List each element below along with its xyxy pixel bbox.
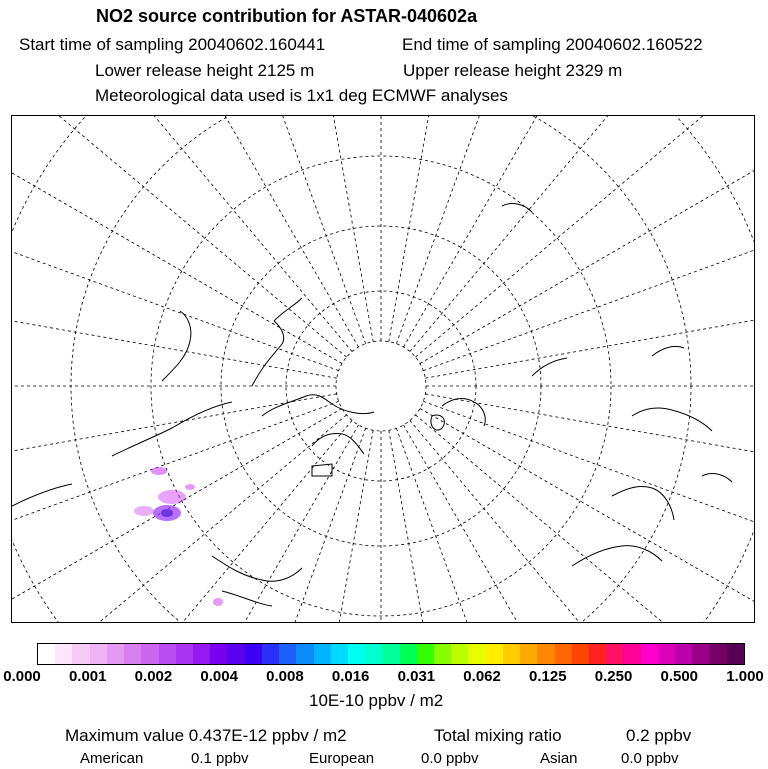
colorbar-tick-label: 0.500 xyxy=(660,668,699,685)
european-value: 0.0 ppbv xyxy=(421,750,479,767)
meridian-line xyxy=(12,147,339,371)
meridian-line xyxy=(389,116,503,342)
colorbar-tick-label: 1.000 xyxy=(726,668,764,685)
asian-label: Asian xyxy=(540,750,578,767)
asian-value: 0.0 ppbv xyxy=(621,750,679,767)
colorbar-segment xyxy=(468,644,485,664)
total-mixing-ratio-label: Total mixing ratio xyxy=(434,726,562,745)
colorbar-segment xyxy=(176,644,193,664)
colorbar-segment xyxy=(434,644,451,664)
plume-spot xyxy=(134,506,154,516)
colorbar-unit: 10E-10 ppbv / m2 xyxy=(309,691,444,710)
european-label: European xyxy=(309,750,375,767)
colorbar-tick-label: 0.016 xyxy=(331,668,370,685)
meridian-line xyxy=(31,425,359,622)
meridian-line xyxy=(142,116,366,344)
plume-spot xyxy=(151,467,167,475)
colorbar-tick-label: 0.250 xyxy=(594,668,633,685)
meridian-line xyxy=(425,264,754,378)
meridian-line xyxy=(410,420,754,622)
colorbar-segment xyxy=(262,644,279,664)
total-mixing-ratio-value: 0.2 ppbv xyxy=(626,726,692,745)
colorbar xyxy=(37,643,745,665)
colorbar-segment xyxy=(400,644,417,664)
meteorological-data: Meteorological data used is 1x1 deg ECMWF analyses xyxy=(95,86,508,105)
colorbar-segment xyxy=(227,644,244,664)
colorbar-segment xyxy=(331,644,348,664)
american-label: American xyxy=(80,750,144,767)
colorbar-segment xyxy=(141,644,158,664)
colorbar-segment xyxy=(710,644,727,664)
end-time: End time of sampling 20040602.160522 xyxy=(402,35,703,54)
colorbar-tick-label: 0.031 xyxy=(397,668,436,685)
meridian-line xyxy=(259,430,373,622)
maximum-value: Maximum value 0.437E-12 ppbv / m2 xyxy=(65,726,347,745)
colorbar-segment xyxy=(486,644,503,664)
meridian-line xyxy=(410,116,754,352)
polar-map xyxy=(12,116,754,622)
colorbar-segment xyxy=(124,644,141,664)
colorbar-tick-label: 0.125 xyxy=(529,668,567,685)
map-panel xyxy=(11,115,755,623)
meridian-line xyxy=(420,409,754,623)
colorbar-segment xyxy=(314,644,331,664)
meridian-line xyxy=(12,116,342,364)
colorbar-segment xyxy=(107,644,124,664)
latitude-circle xyxy=(336,341,426,431)
colorbar-segment xyxy=(38,644,55,664)
colorbar-segment xyxy=(245,644,262,664)
colorbar-segment xyxy=(279,644,296,664)
graticule xyxy=(12,116,754,622)
colorbar-segment xyxy=(555,644,572,664)
colorbar-tick-label: 0.062 xyxy=(463,668,501,685)
colorbar-tick-label: 0.004 xyxy=(200,668,238,685)
colorbar-segment xyxy=(296,644,313,664)
american-value: 0.1 ppbv xyxy=(191,750,249,767)
colorbar-tick-label: 0.000 xyxy=(3,668,41,685)
colorbar-segment xyxy=(193,644,210,664)
colorbar-segment xyxy=(348,644,365,664)
colorbar-tick-label: 0.002 xyxy=(134,668,173,685)
colorbar-segment xyxy=(55,644,72,664)
meridian-line xyxy=(423,401,754,622)
colorbar-segment xyxy=(623,644,640,664)
meridian-line xyxy=(415,415,754,622)
colorbar-segment xyxy=(641,644,658,664)
colorbar-segment xyxy=(572,644,589,664)
colorbar-segment xyxy=(520,644,537,664)
meridian-line xyxy=(420,116,754,364)
colorbar-segment xyxy=(90,644,107,664)
plume-spot xyxy=(158,490,186,504)
plume-spot xyxy=(213,598,223,606)
plume-peak xyxy=(161,509,173,517)
colorbar-segment xyxy=(365,644,382,664)
meridian-line xyxy=(142,428,366,622)
colorbar-segment xyxy=(537,644,554,664)
meridian-line xyxy=(396,428,620,622)
meridian-line xyxy=(12,116,352,352)
meridian-line xyxy=(423,147,754,371)
colorbar-tick-label: 0.001 xyxy=(68,668,107,685)
meridian-line xyxy=(31,116,359,347)
latitude-circle xyxy=(286,291,476,481)
colorbar-segment xyxy=(606,644,623,664)
colorbar-segment xyxy=(451,644,468,664)
lower-release-height: Lower release height 2125 m xyxy=(95,61,315,80)
colorbar-segment xyxy=(589,644,606,664)
meridian-line xyxy=(404,425,732,622)
colorbar-segment xyxy=(159,644,176,664)
plume-spot xyxy=(185,484,195,490)
meridian-line xyxy=(259,116,373,342)
latitude-circle xyxy=(12,116,754,622)
colorbar-segment xyxy=(727,644,744,664)
colorbar-segment xyxy=(692,644,709,664)
colorbar-tick-label: 0.008 xyxy=(266,668,304,685)
colorbar-segment xyxy=(658,644,675,664)
upper-release-height: Upper release height 2329 m xyxy=(403,61,623,80)
meridian-line xyxy=(12,420,352,622)
meridian-line xyxy=(12,415,347,622)
meridian-line xyxy=(396,116,620,344)
meridian-line xyxy=(12,264,337,378)
colorbar-segment xyxy=(417,644,434,664)
meridian-line xyxy=(425,394,754,508)
colorbar-segment xyxy=(210,644,227,664)
colorbar-segment xyxy=(675,644,692,664)
map-title: NO2 source contribution for ASTAR-040602a xyxy=(96,6,478,26)
latitude-circle xyxy=(12,116,754,622)
colorbar-segment xyxy=(72,644,89,664)
start-time: Start time of sampling 20040602.160441 xyxy=(19,35,326,54)
colorbar-segment xyxy=(382,644,399,664)
meridian-line xyxy=(389,430,503,622)
colorbar-segment xyxy=(503,644,520,664)
plume xyxy=(134,467,223,606)
meridian-line xyxy=(12,116,347,357)
